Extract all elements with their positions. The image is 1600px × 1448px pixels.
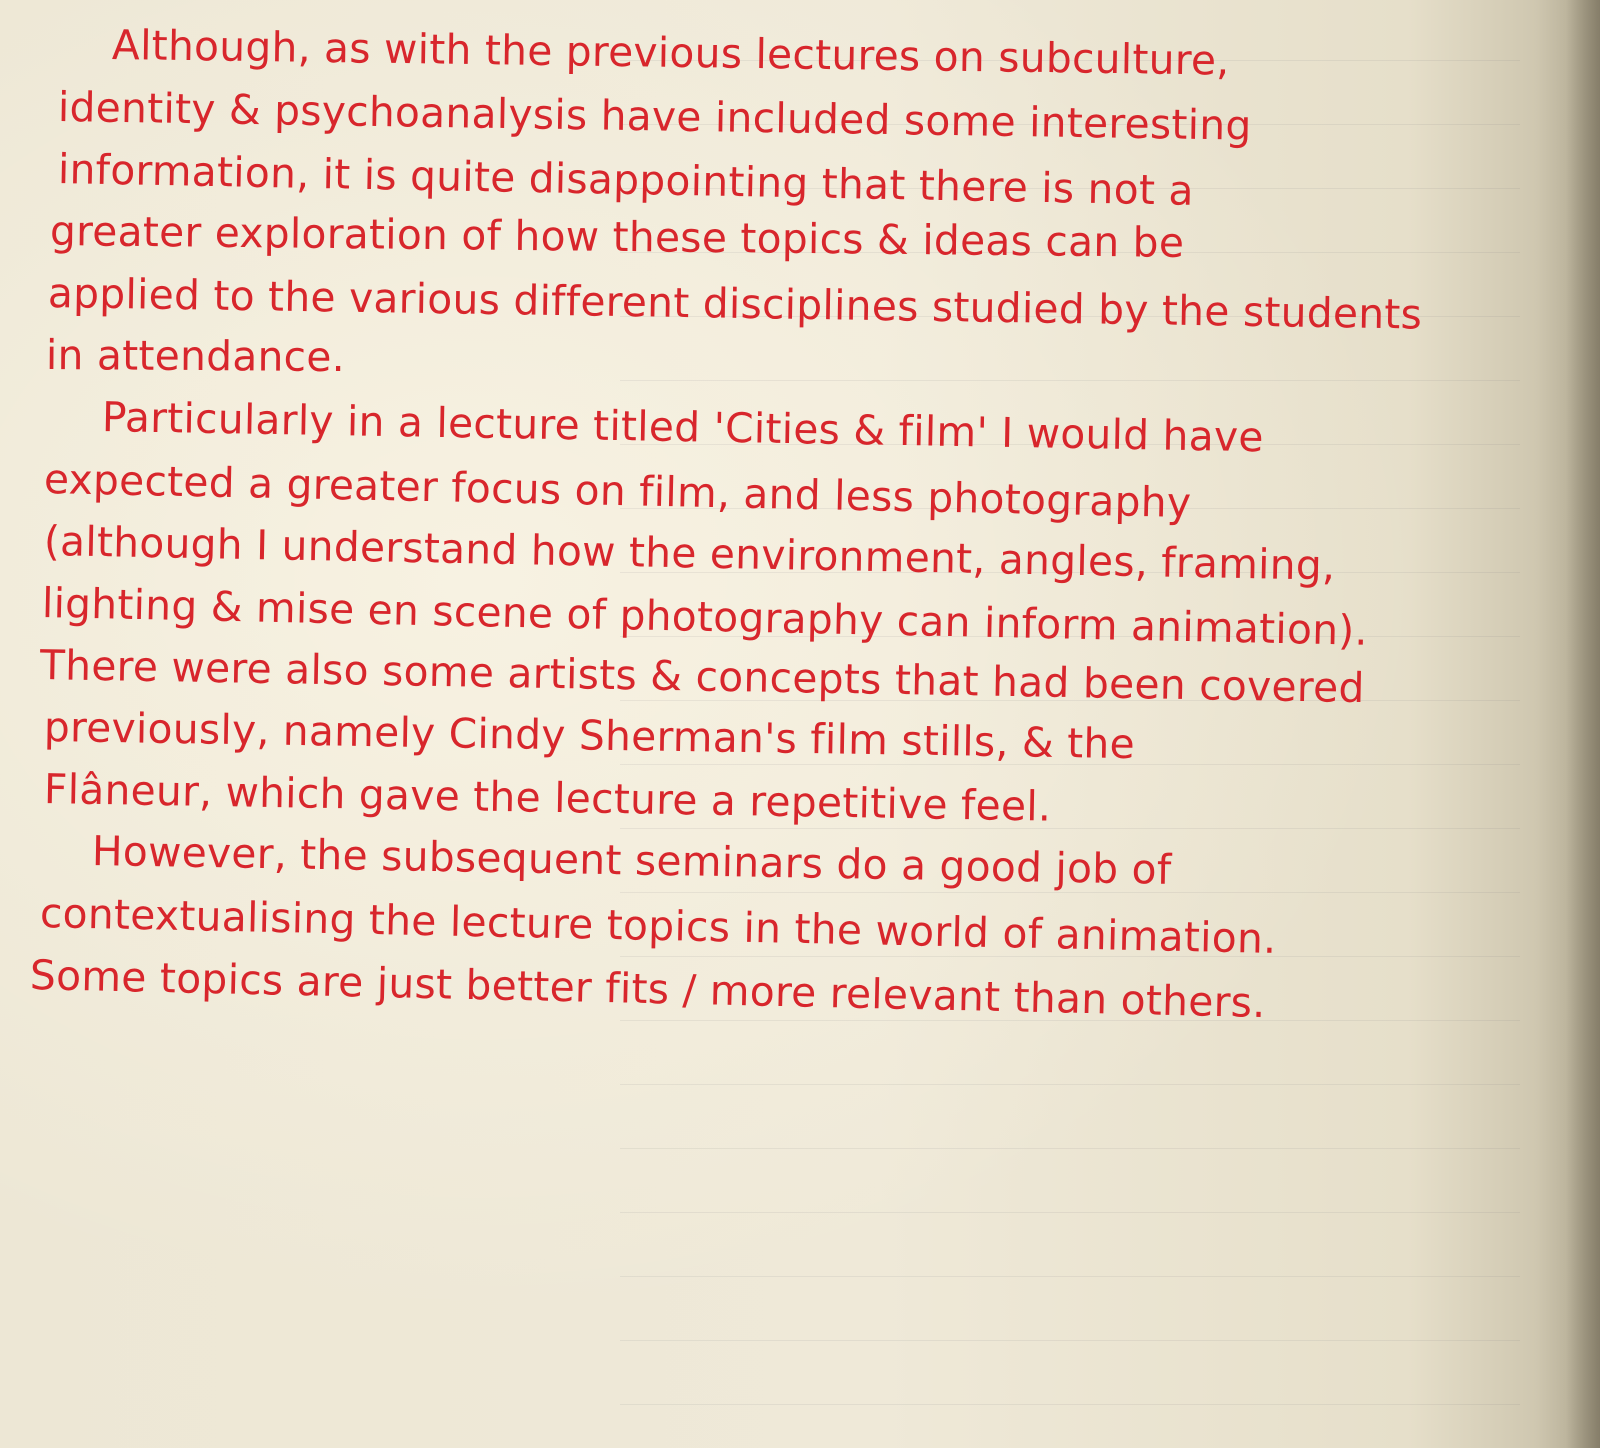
text-line: Particularly in a lecture titled 'Cities & film' I would have — [101, 393, 1265, 462]
text-line: contextualising the lecture topics in the world of animation. — [39, 889, 1277, 963]
text-line: expected a greater focus on film, and less photography — [43, 455, 1192, 528]
text-line: lighting & mise en scene of photography can inform animation). — [41, 579, 1369, 655]
text-line: Although, as with the previous lectures on subculture, — [111, 21, 1230, 85]
text-line: applied to the various different disciplines studied by the students — [47, 269, 1423, 339]
text-line: However, the subsequent seminars do a good job of — [91, 827, 1172, 894]
text-line: There were also some artists & concepts that had been covered — [39, 641, 1366, 713]
handwritten-text-block — [29, 14, 1580, 1028]
text-line: Flâneur, which gave the lecture a repetitive feel. — [43, 765, 1052, 831]
text-line: previously, namely Cindy Sherman's film stills, & the — [43, 703, 1136, 769]
text-line: Some topics are just better fits / more relevant than others. — [29, 951, 1267, 1028]
text-line: in attendance. — [45, 331, 346, 382]
text-line: (although I understand how the environment, angles, framing, — [43, 517, 1336, 590]
text-line: information, it is quite disappointing that there is not a — [57, 145, 1195, 215]
text-line: identity & psychoanalysis have included some interesting — [57, 83, 1252, 150]
text-line: greater exploration of how these topics & ideas can be — [49, 207, 1185, 267]
